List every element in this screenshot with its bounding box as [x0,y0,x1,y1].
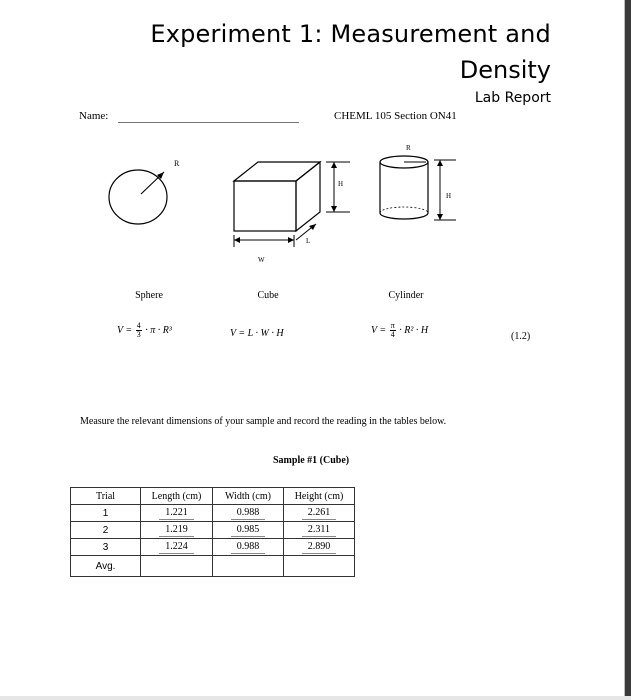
width-cell[interactable] [213,505,284,522]
table-row [71,539,355,556]
sphere-formula-rhs: · π · R³ [145,324,172,336]
table-row [71,505,355,522]
cube-width-label: W [258,256,265,264]
width-cell[interactable] [213,539,284,556]
length-value: 1.224 [159,541,194,554]
sphere-radius-label: R [174,159,180,168]
length-cell[interactable] [141,522,213,539]
length-cell[interactable] [141,539,213,556]
length-value: 1.221 [159,507,194,520]
avg-height-cell[interactable] [284,556,355,577]
height-value: 2.261 [302,507,337,520]
height-value: 2.890 [302,541,337,554]
length-value: 1.219 [159,524,194,537]
trial-number: 1 [71,505,141,522]
name-label: Name: [79,110,109,122]
cube-length-label: L [306,237,311,245]
cube-label: Cube [257,290,279,301]
trial-number: 3 [71,539,141,556]
sphere-frac-den: 3 [136,330,141,339]
sphere-label: Sphere [135,290,163,301]
width-value: 0.988 [231,507,266,520]
width-value: 0.985 [231,524,266,537]
avg-width-cell[interactable] [213,556,284,577]
sphere-formula-lhs: V = [117,324,133,336]
header-height: Height (cm) [284,488,355,505]
cylinder-frac-den: 4 [390,330,395,339]
title-line-1: Experiment 1: Measurement and [150,20,551,48]
width-cell[interactable] [213,522,284,539]
instructions: Measure the relevant dimensions of your sample and record the reading in the tables below. [80,416,447,427]
table-header-row [71,488,355,505]
cube-height-label: H [338,180,344,188]
sphere-figure [109,159,180,224]
cylinder-radius-label: R [406,144,411,152]
subtitle: Lab Report [474,90,551,106]
cylinder-formula-rhs: · R² · H [399,324,429,336]
window-border-bottom [0,696,631,700]
height-cell[interactable] [284,539,355,556]
sphere-formula [117,322,172,339]
geometry-figures [0,0,631,290]
height-cell[interactable] [284,505,355,522]
width-value: 0.988 [231,541,266,554]
cylinder-frac-num: π [390,321,395,330]
trial-number: 2 [71,522,141,539]
header-trial: Trial [71,488,141,505]
title-line-2: Density [459,56,551,84]
cube-figure [234,162,350,264]
cube-formula: V = L · W · H [230,328,284,339]
sample-title: Sample #1 (Cube) [273,455,350,466]
height-value: 2.311 [302,524,336,537]
measurement-table [70,487,355,577]
header-width: Width (cm) [213,488,284,505]
cylinder-formula-lhs: V = [371,324,387,336]
avg-length-cell[interactable] [141,556,213,577]
height-cell[interactable] [284,522,355,539]
section-label: CHEML 105 Section ON41 [334,110,457,122]
equation-number: (1.2) [511,331,531,342]
table-avg-row [71,556,355,577]
sphere-frac-num: 4 [136,321,141,330]
cylinder-figure [380,144,456,220]
cylinder-formula [371,322,428,339]
avg-label: Avg. [71,556,141,577]
header-length: Length (cm) [141,488,213,505]
cylinder-label: Cylinder [388,290,424,301]
length-cell[interactable] [141,505,213,522]
table-row [71,522,355,539]
cylinder-height-label: H [446,192,452,200]
